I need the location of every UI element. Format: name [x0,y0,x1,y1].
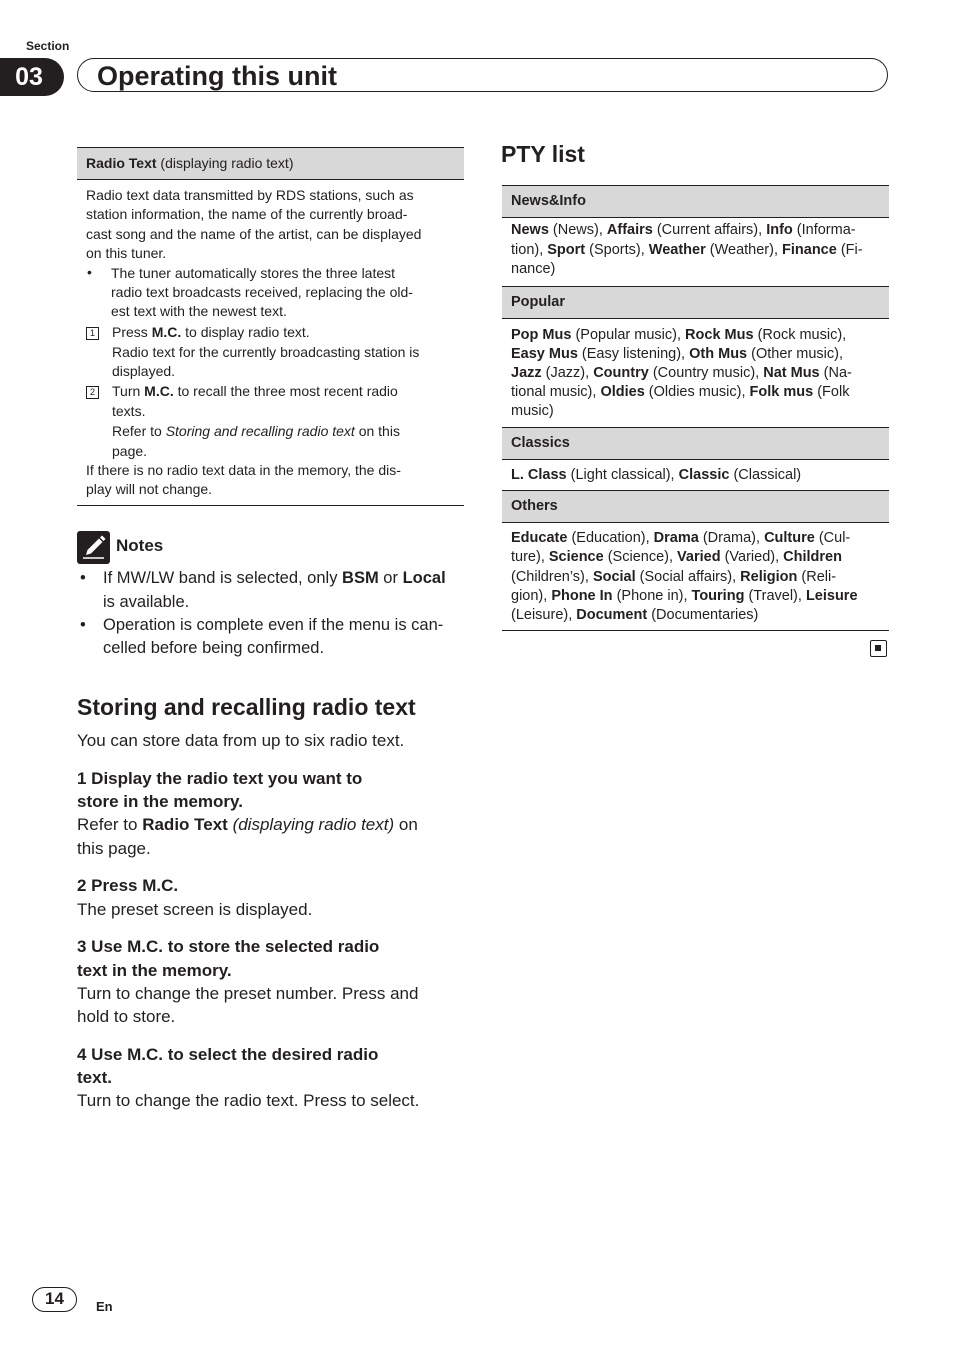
pty-oldies: Oldies [600,384,645,400]
pty-news-line: nance) [511,261,556,277]
pty-desc: (Light classical), [566,467,679,483]
rt-step2-post: to recall the three most recent radio [173,383,398,399]
radio-text-box-header [77,147,464,180]
pty-desc: gion), [511,588,552,604]
step-1-refer-post: on [394,815,418,834]
pty-popular-line [511,364,852,383]
pty-category-popular: Popular [502,286,889,319]
pty-desc: (Easy listening), [577,346,690,362]
rt-step2-bold: M.C. [144,383,174,399]
pty-desc: (Informa- [792,222,856,238]
pty-document: Document [576,607,648,623]
note-1-pre: If MW/LW band is selected, only [103,569,343,587]
end-of-section-icon [870,640,887,657]
pty-leisure: Leisure [805,588,858,604]
pty-others-line [511,568,836,587]
page-number: 14 [32,1287,77,1312]
rt-step1-bold: M.C. [151,324,182,340]
pty-desc: (Jazz), [541,365,594,381]
bullet-icon: • [80,616,86,634]
step-3-heading: text in the memory. [77,961,232,980]
step-number-box: 2 [86,386,99,399]
pty-religion: Religion [740,569,798,585]
bullet-icon: • [87,264,92,280]
rt-bullet-line: est text with the newest text. [111,303,287,319]
note-1-line2: is available. [103,593,190,611]
pty-info: Info [766,222,793,238]
note-1-line [103,567,446,590]
rt-step2-line [112,382,398,401]
rt-intro-line: Radio text data transmitted by RDS stations, such as [86,187,414,203]
pty-phone-in: Phone In [551,588,613,604]
note-2-line: Operation is complete even if the menu is can- [103,616,444,634]
pty-desc: (Folk [813,384,850,400]
pty-l-class: L. Class [511,467,567,483]
pty-popular-line [511,383,849,402]
pty-desc: (Weather), [705,242,783,258]
pty-popular-line [511,345,843,364]
pty-desc: (Oldies music), [644,384,750,400]
pty-category-classics: Classics [502,427,889,460]
pty-desc: (Science), [603,549,678,565]
notes-title: Notes [116,536,164,555]
pty-desc: (Rock music), [753,327,847,343]
pty-desc: (Children’s), [511,569,593,585]
radio-text-box-body [77,180,464,506]
rt-bullet-line: The tuner automatically stores the three latest [111,265,396,281]
pty-others-line [511,606,758,625]
pty-others-line [511,548,842,567]
step-1-refer-italic: (displaying radio text) [227,815,395,834]
pty-weather: Weather [648,242,706,258]
page-title: Operating this unit [97,61,337,91]
pty-easy-mus: Easy Mus [511,346,578,362]
pty-science: Science [548,549,604,565]
step-3-text: Turn to change the preset number. Press and [77,984,419,1003]
radio-text-head-bold: Radio Text [86,155,157,171]
rt-step2-pre: Turn [112,383,145,399]
step-4-text: Turn to change the radio text. Press to select. [77,1091,420,1110]
pty-desc: (Drama), [698,530,765,546]
step-1-refer-pre: Refer to [77,815,143,834]
rt-step2-refer-line2: page. [112,443,148,459]
pty-touring: Touring [691,588,745,604]
pty-educate: Educate [511,530,568,546]
rt-step1-pre: Press [112,324,152,340]
note-2-line: celled before being confirmed. [103,639,325,657]
step-4-heading: text. [77,1068,112,1087]
pty-desc: (Popular music), [571,327,686,343]
rt-step1-post: to display radio text. [181,324,310,340]
pty-desc: tion), [511,242,548,258]
rt-step1-line [112,323,310,342]
note-1-mid: or [378,569,403,587]
language-label: En [96,1299,113,1314]
section-number-badge: 03 [0,58,64,96]
pty-desc: (Sports), [585,242,649,258]
step-1-heading: 1 Display the radio text you want to [77,769,363,788]
step-1-text [77,813,418,836]
pty-desc: tional music), [511,384,601,400]
pty-classics-line [511,466,801,485]
storing-section-title: Storing and recalling radio text [77,694,416,720]
pty-children: Children [783,549,842,565]
pty-sport: Sport [547,242,586,258]
pty-desc: (News), [548,222,607,238]
step-number-box: 1 [86,327,99,340]
pty-popular-line [511,326,846,345]
step-1-refer-bold: Radio Text [142,815,228,834]
pty-desc: (Other music), [747,346,843,362]
rt-footer-line: If there is no radio text data in the memory, the dis- [86,462,401,478]
rt-intro-line: cast song and the name of the artist, can be displayed [86,226,422,242]
rt-step2-refer-link: Storing and recalling radio text [165,423,355,439]
pty-varied: Varied [677,549,721,565]
pty-desc: (Documentaries) [647,607,759,623]
rt-step2-refer-post: on this [354,423,400,439]
storing-intro: You can store data from up to six radio text. [77,731,405,750]
step-3-text: hold to store. [77,1007,176,1026]
pty-desc: (Current affairs), [652,222,767,238]
note-1-bsm: BSM [342,569,379,587]
pty-news-line [511,221,856,240]
section-label: Section [26,39,70,53]
pty-nat-mus: Nat Mus [763,365,820,381]
pty-pop-mus: Pop Mus [511,327,572,343]
pty-news: News [511,222,549,238]
step-3-heading: 3 Use M.C. to store the selected radio [77,937,380,956]
pty-news-line [511,241,863,260]
pty-folk-mus: Folk mus [749,384,814,400]
pty-jazz: Jazz [511,365,542,381]
rt-step1-detail: displayed. [112,363,176,379]
rt-step2-refer [112,422,400,441]
step-4-heading: 4 Use M.C. to select the desired radio [77,1045,379,1064]
rt-bullet-line: radio text broadcasts received, replacing the old- [111,284,413,300]
pty-oth-mus: Oth Mus [689,346,748,362]
pty-country: Country [593,365,649,381]
pty-desc: (Na- [819,365,852,381]
rt-step1-detail: Radio text for the currently broadcasting station is [112,344,420,360]
pty-desc: (Fi- [836,242,863,258]
pty-list-title: PTY list [501,141,585,167]
pty-desc: (Travel), [744,588,806,604]
pty-desc: (Phone in), [612,588,692,604]
pty-desc: (Varied), [720,549,784,565]
step-2-heading: 2 Press M.C. [77,876,179,895]
pty-category-news-info: News&Info [502,185,889,218]
pty-culture: Culture [764,530,815,546]
pty-desc: (Cul- [814,530,851,546]
pty-desc: (Social affairs), [635,569,741,585]
pty-desc: (Country music), [648,365,764,381]
pty-popular-line: music) [511,403,554,419]
rt-intro-line: station information, the name of the currently broad- [86,206,408,222]
step-1-text: this page. [77,839,151,858]
rt-intro-line: on this tuner. [86,245,167,261]
bullet-icon: • [80,569,86,587]
pty-social: Social [592,569,636,585]
pty-others-line [511,529,850,548]
rt-footer-line: play will not change. [86,481,213,497]
rt-step2-refer-pre: Refer to [112,423,166,439]
pty-category-others: Others [502,490,889,523]
pty-desc: (Classical) [729,467,802,483]
pty-table-bottom-rule [502,630,889,631]
pty-desc: (Leisure), [511,607,577,623]
radio-text-head-rest: (displaying radio text) [156,155,294,171]
notes-pencil-icon [77,531,110,564]
note-1-local: Local [402,569,446,587]
pty-desc: (Education), [567,530,654,546]
step-1-heading: store in the memory. [77,792,243,811]
pty-desc: ture), [511,549,549,565]
pty-desc: (Reli- [797,569,837,585]
pty-finance: Finance [782,242,837,258]
step-2-text: The preset screen is displayed. [77,900,313,919]
pty-others-line [511,587,858,606]
pty-rock-mus: Rock Mus [685,327,754,343]
pty-classic: Classic [678,467,730,483]
rt-step2-line2: texts. [112,403,146,419]
pty-affairs: Affairs [606,222,653,238]
pty-drama: Drama [653,530,699,546]
